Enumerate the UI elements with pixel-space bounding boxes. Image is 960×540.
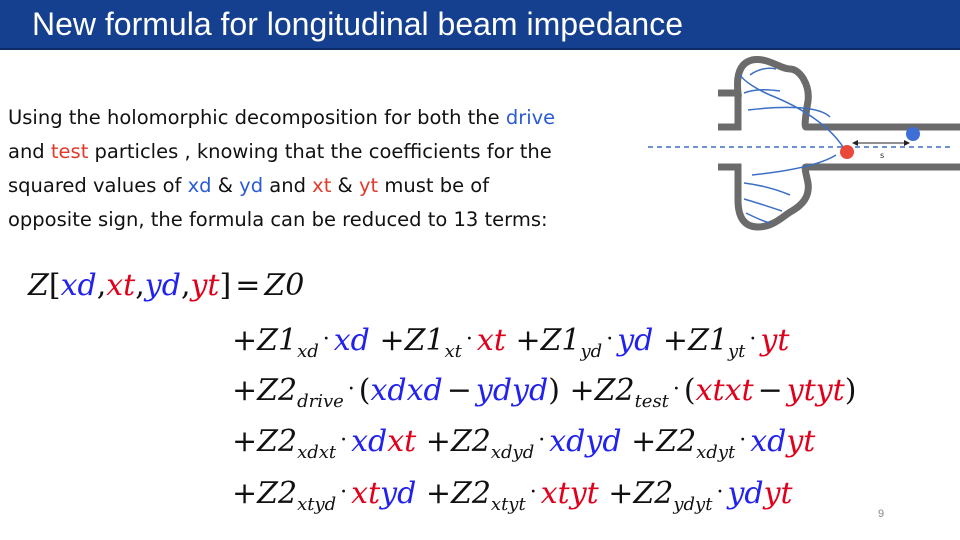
beam-pipe-diagram: [640, 55, 960, 235]
body-text-segment: test: [50, 140, 89, 163]
pipe-top-left: [718, 95, 738, 127]
formula-line-cross-2: $+Z2_{xtyd}$ · xtyd $+Z2_{xtyt}$ · xtyt $+Z2_{ydyt}$ · ydyt: [232, 476, 793, 515]
field-line: [740, 75, 845, 150]
body-text-segment: opposite sign, the formula can be reduced to 13 terms:: [8, 208, 548, 231]
body-text-segment: must be of: [378, 174, 490, 197]
pipe-bottom-wall: [718, 167, 960, 227]
formula-line-cross-1: $+Z2_{xdxt}$ · xdxt $+Z2_{xdyd}$ · xdyd $+Z2_{xdyt}$ · xdyt: [232, 424, 816, 463]
pipe-top-wall: [718, 60, 960, 127]
field-line: [748, 107, 830, 117]
body-text-segment: Using the holomorphic decomposition for both the: [8, 106, 506, 129]
body-paragraph: [8, 101, 658, 237]
drive-particle: [906, 127, 920, 141]
body-line-4: [8, 203, 658, 237]
field-line: [744, 183, 790, 195]
formula-line-squared: $+Z2_{drive}$ · (xdxd − ydyd) $+Z2_{test}$ · (xtxt − ytyt): [232, 373, 857, 412]
page-number: 9: [878, 508, 885, 520]
field-line: [750, 68, 776, 75]
body-text-segment: and: [8, 140, 51, 163]
body-text-segment: and: [263, 174, 313, 197]
title-bar: [0, 0, 960, 50]
body-text-segment: &: [211, 174, 240, 197]
body-text-segment: xd: [187, 174, 212, 197]
body-line-2: [8, 135, 658, 169]
body-line-1: [8, 101, 658, 135]
field-line: [744, 199, 782, 211]
body-line-3: [8, 169, 658, 203]
body-text-segment: yd: [239, 174, 264, 197]
body-text-segment: xt: [312, 174, 332, 197]
formula-line-linear: $+Z1_{xd}$ · xd $+Z1_{xt}$ · xt $+Z1_{yd}$ · yd $+Z1_{yt}$ · yt: [232, 323, 790, 362]
body-text-segment: drive: [505, 106, 556, 129]
body-text-segment: yt: [358, 174, 379, 197]
distance-label: s: [880, 151, 885, 160]
slide-title: New formula for longitudinal beam impedance: [32, 6, 684, 42]
body-text-segment: &: [331, 174, 359, 197]
formula-lhs: Z[xd,xt,yd,yt] = Z0: [28, 268, 305, 303]
body-text-segment: squared values of: [8, 174, 188, 197]
body-text-segment: particles , knowing that the coefficients for the: [88, 140, 552, 163]
test-particle: [840, 145, 854, 159]
